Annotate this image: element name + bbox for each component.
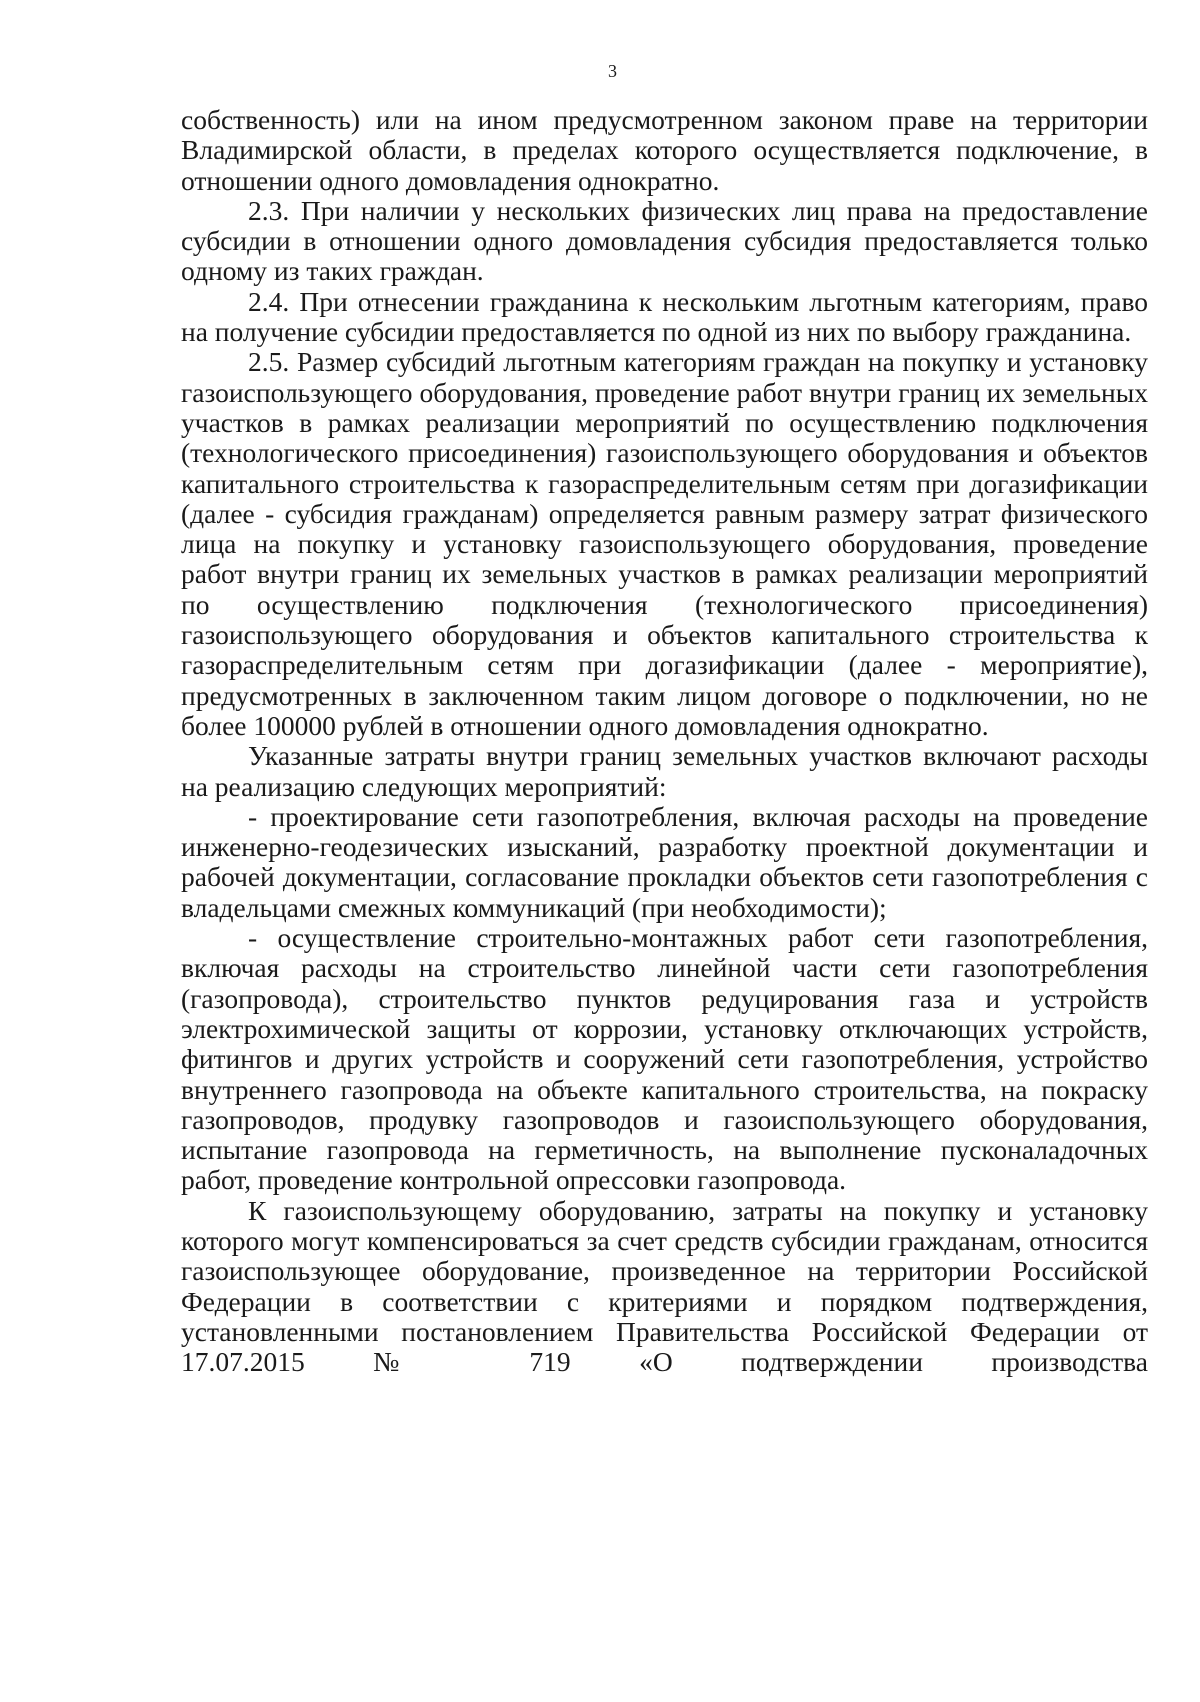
page-number: 3 (608, 61, 617, 81)
paragraph-equipment: К газоиспользующему оборудованию, затраты на покупку и установку которого могут компенсироваться за счет средств субсидии гражданам, относится газоиспользующее оборудование, произведенное на территории Российской Федерации в соответствии с критериями и порядком подтверждения, установленными постановлением Правительства Российской Федерации от 17.07.2015 № 719 «О подтверждении производства (181, 1194, 1148, 1378)
paragraph-continuation: собственность) или на ином предусмотренном законом праве на территории Владимирской области, в пределах которого осуществляется подключение, в отношении одного домовладения однократно. (181, 104, 1148, 196)
document-body (181, 105, 1148, 1377)
list-item-design: - проектирование сети газопотребления, включая расходы на проведение инженерно-геодезических изысканий, разработку проектной документации и рабочей документации, согласование прокладки объектов сети газопотребления с владельцами смежных коммуникаций (при необходимости); (181, 800, 1148, 923)
paragraph-2-3: 2.3. При наличии у нескольких физических лиц права на предоставление субсидии в отношении одного домовладения субсидия предоставляется только одному из таких граждан. (181, 194, 1148, 287)
paragraph-2-4: 2.4. При отнесении гражданина к нескольким льготным категориям, право на получение субсидии предоставляется по одной из них по выбору гражданина. (181, 285, 1148, 348)
paragraph-costs-intro: Указанные затраты внутри границ земельных участков включают расходы на реализацию следующих мероприятий: (181, 740, 1148, 802)
paragraph-2-5: 2.5. Размер субсидий льготным категориям граждан на покупку и установку газоиспользующего оборудования, проведение работ внутри границ их земельных участков в рамках реализации мероприятий по осуществлению подключения (технологического присоединения) газоиспользующего оборудования и объектов капитального строительства к газораспределительным сетям при догазификации (далее - субсидия гражданам) определяется равным размеру затрат физического лица на покупку и установку газоиспользующего оборудования, проведение работ внутри границ их земельных участков в рамках реализации мероприятий по осуществлению подключения (технологического присоединения) газоиспользующего оборудования и объектов капитального строительства к газораспределительным сетям при догазификации (далее - мероприятие), предусмотренных в заключенном таким лицом договоре о подключении, но не более 100000 рублей в отношении одного домовладения однократно. (181, 346, 1148, 741)
list-item-construction: - осуществление строительно-монтажных работ сети газопотребления, включая расходы на строительство линейной части сети газопотребления (газопровода), строительство пунктов редуцирования газа и устройств электрохимической защиты от коррозии, установку отключающих устройств, фитингов и других устройств и сооружений сети газопотребления, устройство внутреннего газопровода на объекте капитального строительства, на покраску газопроводов, продувку газопроводов и газоиспользующего оборудования, испытание газопровода на герметичность, на выполнение пусконаладочных работ, проведение контрольной опрессовки газопровода. (181, 922, 1148, 1196)
